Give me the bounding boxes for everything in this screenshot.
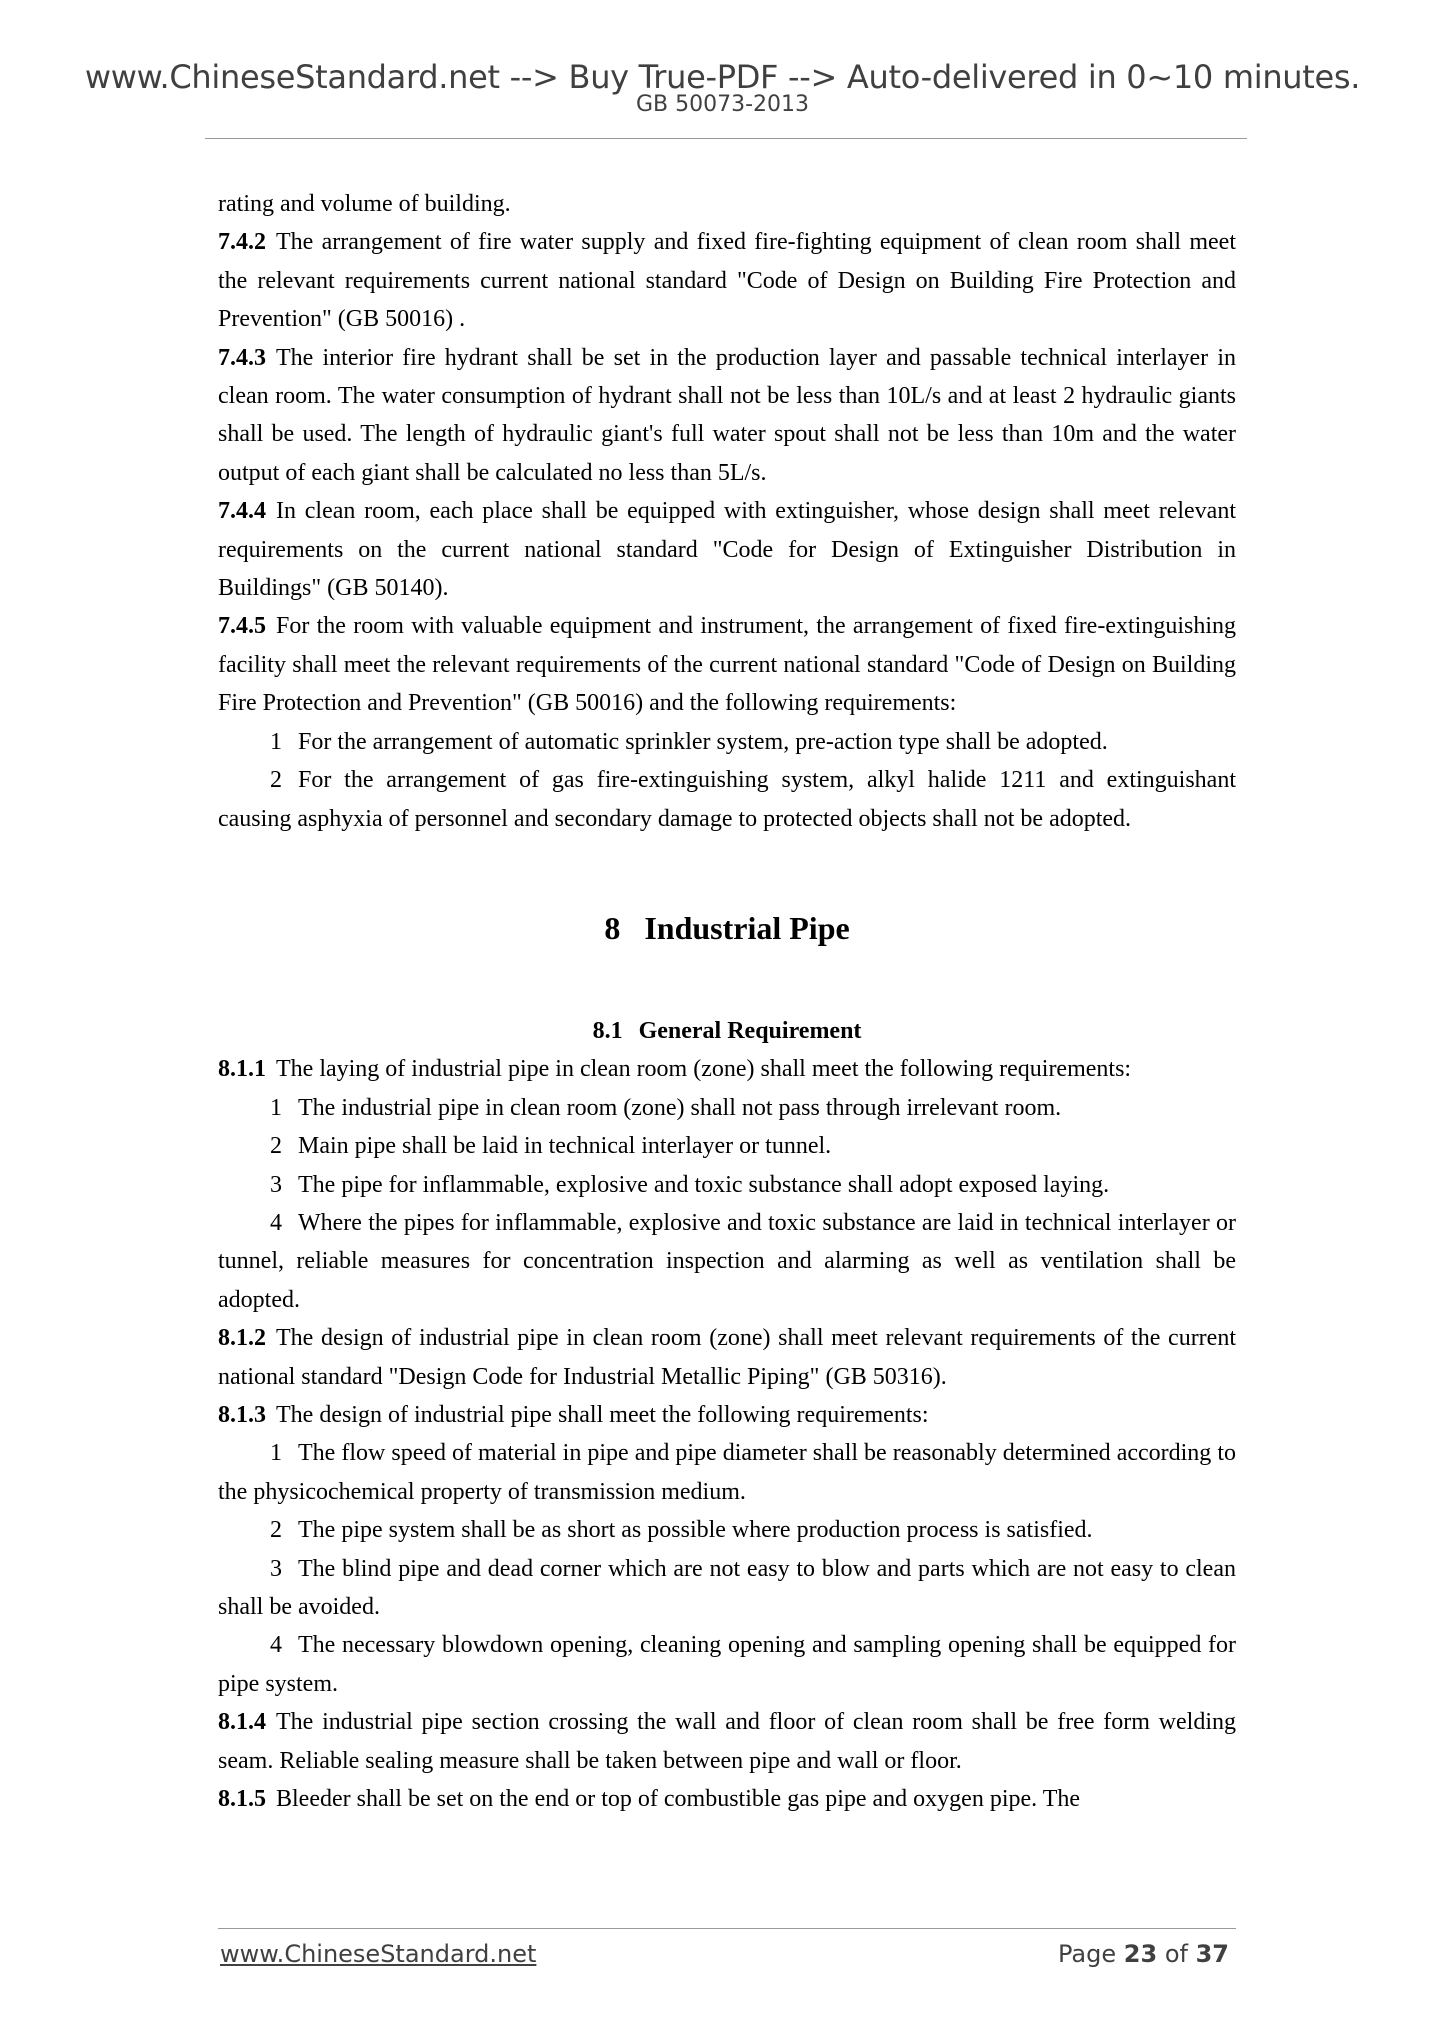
clause-8-1-5 bbox=[218, 1780, 1236, 1818]
clause-8-1-1 bbox=[218, 1050, 1236, 1088]
chapter-heading bbox=[218, 908, 1236, 948]
list-item bbox=[218, 723, 1236, 761]
clause-number: 7.4.5 bbox=[218, 613, 266, 640]
page-total: 37 bbox=[1195, 1940, 1229, 1968]
clause-text: Bleeder shall be set on the end or top of combustible gas pipe and oxygen pipe. The bbox=[276, 1786, 1081, 1813]
header-divider bbox=[205, 138, 1247, 139]
footer-divider bbox=[218, 1928, 1236, 1929]
clause-number: 8.1.4 bbox=[218, 1709, 266, 1736]
clause-text: In clean room, each place shall be equipped with extinguisher, whose design shall meet relevant requirements on the current national standard "Code for Design of Extinguisher Distribution in Buildings" (GB 50140). bbox=[218, 498, 1236, 602]
list-item bbox=[218, 1166, 1236, 1204]
clause-number: 8.1.1 bbox=[218, 1056, 266, 1083]
clause-7-4-4 bbox=[218, 492, 1236, 607]
clause-number: 8.1.5 bbox=[218, 1786, 266, 1813]
clause-7-4-2 bbox=[218, 223, 1236, 338]
item-text: The pipe system shall be as short as possible where production process is satisfied. bbox=[298, 1517, 1093, 1544]
clause-8-1-3 bbox=[218, 1396, 1236, 1434]
item-number: 1 bbox=[270, 1094, 282, 1121]
header-doc-code: GB 50073-2013 bbox=[635, 92, 810, 117]
page-label: Page bbox=[1058, 1940, 1117, 1968]
list-item bbox=[218, 1204, 1236, 1319]
item-number: 2 bbox=[270, 767, 282, 794]
clause-text: For the room with valuable equipment and instrument, the arrangement of fixed fire-extinguishing facility shall meet the relevant requirements of the current national standard "Code of Design on Building Fire Protection and Prevention" (GB 50016) and the following requirements: bbox=[218, 613, 1236, 717]
clause-number: 8.1.2 bbox=[218, 1325, 266, 1352]
clause-7-4-3 bbox=[218, 339, 1236, 493]
item-number: 3 bbox=[270, 1555, 282, 1582]
clause-text: The design of industrial pipe in clean room (zone) shall meet relevant requirements of the current national standard "Design Code for Industrial Metallic Piping" (GB 50316). bbox=[218, 1325, 1236, 1390]
list-item bbox=[218, 761, 1236, 838]
chapter-number: 8 bbox=[604, 909, 621, 946]
page-indicator bbox=[1058, 1940, 1229, 1968]
clause-number: 7.4.2 bbox=[218, 229, 266, 256]
clause-7-4-5 bbox=[218, 607, 1236, 722]
list-item bbox=[218, 1127, 1236, 1165]
footer-site-link[interactable]: www.ChineseStandard.net bbox=[220, 1940, 537, 1968]
item-text: The necessary blowdown opening, cleaning opening and sampling opening shall be equipped for pipe system. bbox=[218, 1632, 1236, 1697]
list-item bbox=[218, 1626, 1236, 1703]
of-label: of bbox=[1164, 1940, 1188, 1968]
list-item bbox=[218, 1089, 1236, 1127]
item-number: 2 bbox=[270, 1517, 282, 1544]
clause-text: The industrial pipe section crossing the wall and floor of clean room shall be free form welding seam. Reliable sealing measure shall be taken between pipe and wall or floor. bbox=[218, 1709, 1236, 1774]
item-text: The pipe for inflammable, explosive and toxic substance shall adopt exposed laying. bbox=[298, 1171, 1110, 1198]
document-body bbox=[218, 185, 1236, 1818]
paragraph-continuation: rating and volume of building. bbox=[218, 191, 511, 217]
section-title: General Requirement bbox=[638, 1017, 862, 1044]
item-text: For the arrangement of automatic sprinkler system, pre-action type shall be adopted. bbox=[298, 728, 1108, 755]
item-text: The industrial pipe in clean room (zone) shall not pass through irrelevant room. bbox=[298, 1094, 1062, 1121]
clause-text: The arrangement of fire water supply and fixed fire-fighting equipment of clean room shall meet the relevant requirements current national standard "Code of Design on Building Fire Protection and Prevention" (GB 50016) . bbox=[218, 229, 1236, 333]
item-text: Where the pipes for inflammable, explosive and toxic substance are laid in technical interlayer or tunnel, reliable measures for concentration inspection and alarming as well as ventilation shall be adopted. bbox=[218, 1209, 1236, 1313]
item-number: 1 bbox=[270, 728, 282, 755]
clause-number: 8.1.3 bbox=[218, 1401, 266, 1428]
clause-8-1-2 bbox=[218, 1319, 1236, 1396]
item-text: Main pipe shall be laid in technical interlayer or tunnel. bbox=[298, 1133, 832, 1160]
item-text: The flow speed of material in pipe and pipe diameter shall be reasonably determined according to the physicochemical property of transmission medium. bbox=[218, 1440, 1236, 1505]
item-text: For the arrangement of gas fire-extinguishing system, alkyl halide 1211 and extinguishant causing asphyxia of personnel and secondary damage to protected objects shall not be adopted. bbox=[218, 767, 1236, 832]
section-number: 8.1 bbox=[592, 1017, 623, 1044]
clause-text: The laying of industrial pipe in clean room (zone) shall meet the following requirements: bbox=[276, 1056, 1132, 1083]
clause-text: The design of industrial pipe shall meet the following requirements: bbox=[276, 1401, 929, 1428]
item-number: 1 bbox=[270, 1440, 282, 1467]
item-number: 2 bbox=[270, 1133, 282, 1160]
item-number: 4 bbox=[270, 1632, 282, 1659]
section-heading bbox=[218, 1012, 1236, 1050]
header-banner[interactable]: www.ChineseStandard.net --> Buy True-PDF --> Auto-delivered in 0~10 minutes. bbox=[84, 58, 1361, 96]
list-item bbox=[218, 1434, 1236, 1511]
clause-8-1-4 bbox=[218, 1703, 1236, 1780]
page-current: 23 bbox=[1123, 1940, 1158, 1968]
item-number: 3 bbox=[270, 1171, 282, 1198]
list-item bbox=[218, 1550, 1236, 1627]
clause-text: The interior fire hydrant shall be set in the production layer and passable technical interlayer in clean room. The water consumption of hydrant shall not be less than 10L/s and at least 2 hydraulic giants shall be used. The length of hydraulic giant's full water spout shall not be less than 10m and the water output of each giant shall be calculated no less than 5L/s. bbox=[218, 344, 1236, 486]
clause-number: 7.4.3 bbox=[218, 344, 266, 371]
list-item bbox=[218, 1511, 1236, 1549]
clause-number: 7.4.4 bbox=[218, 498, 266, 525]
item-text: The blind pipe and dead corner which are not easy to blow and parts which are not easy to clean shall be avoided. bbox=[218, 1555, 1236, 1620]
item-number: 4 bbox=[270, 1209, 282, 1236]
chapter-title: Industrial Pipe bbox=[644, 909, 850, 946]
